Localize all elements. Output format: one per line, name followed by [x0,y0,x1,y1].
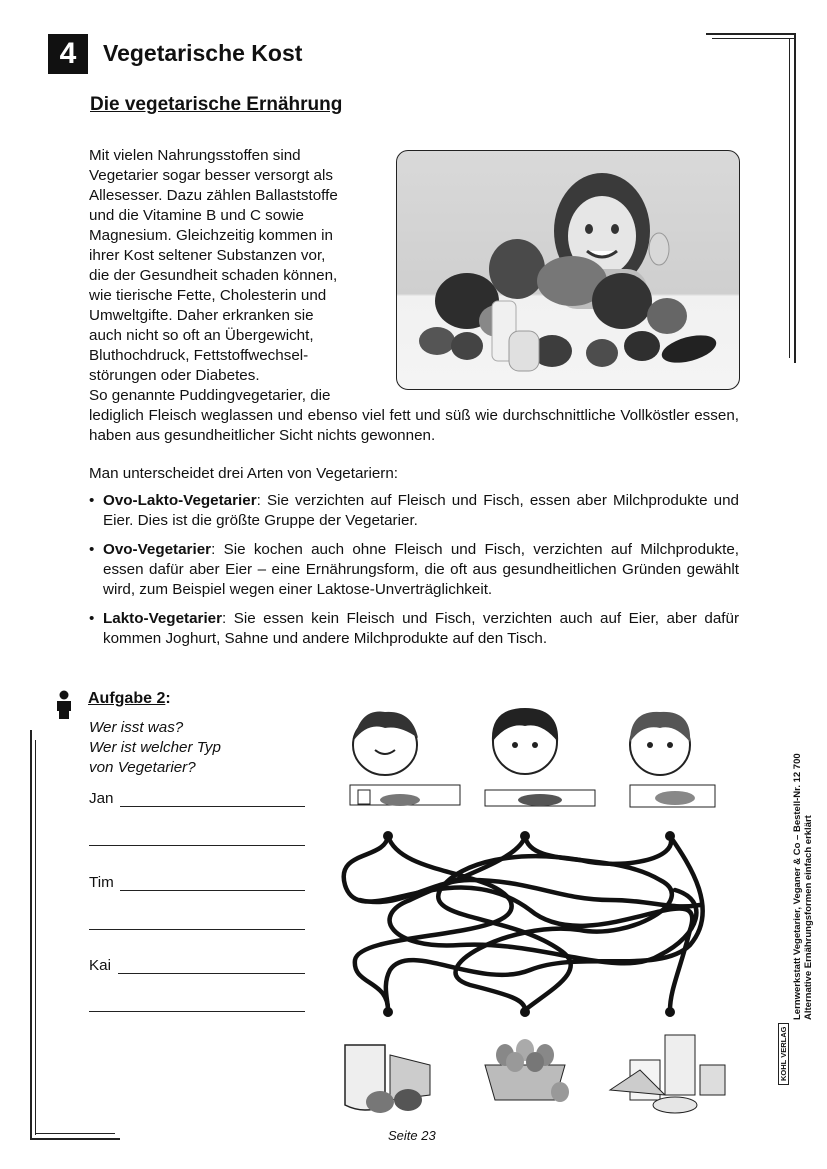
corner-bracket-top [706,33,796,35]
intro-line: Magnesium. Gleichzeitig kommen in [89,227,333,244]
side-imprint [792,753,814,1020]
intro-line: wie tierische Fette, Cholesterin und [89,287,327,304]
section-title: Die vegetarische Ernährung [90,94,343,115]
corner-bracket-bottom-inner [35,1133,115,1134]
intro-line: Vegetarier sogar besser versorgt als [89,167,333,184]
task-title-colon: : [165,690,171,707]
publisher-logo: KOHL VERLAG [778,1023,789,1085]
maze-lines [344,836,703,1010]
answer-line[interactable] [120,890,305,891]
bullet: • [89,492,95,509]
chapter-number: 4 [59,37,77,70]
corner-bracket-right [794,33,796,363]
type-description: : Sie essen kein Fleisch und Fisch, verzichten auch auf Eier, aber dafür kommen Joghurt, Sahne und andere Milchprodukte auf den Tisch. [103,610,739,647]
type-term: Lakto-Vegetarier [103,610,223,627]
list-item [89,609,739,649]
task-title [88,690,171,708]
intro-line: auch nicht so oft an Übergewicht, [89,327,314,344]
task-title-text: Aufgabe 2 [88,690,166,707]
question-line: Wer ist welcher Typ [89,739,221,756]
type-description: : Sie kochen auch ohne Fleisch und Fisch, verzichten auf Milchprodukte, essen dafür aber Eier – eine Ernährungsform, die oft aus gesundheitlichen Gründen gewählt wird, zum Beispiel wegen einer Laktose-Unverträglichkeit. [103,541,739,598]
side-imprint-line2: Alternative Ernährungsformen einfach erklärt [803,815,814,1020]
side-imprint-line1: Lernwerkstatt Vegetarier, Veganer & Co – Bestell-Nr. 12 700 [792,753,803,1020]
child-eating-3-icon [630,712,715,807]
corner-bracket-top-inner [712,38,794,39]
intro-line: ihrer Kost seltener Substanzen vor, [89,247,326,264]
intro-line: Mit vielen Nahrungsstoffen sind [89,147,301,164]
corner-bracket-right-inner [789,38,790,358]
person-icon [54,690,74,720]
milk-and-eggs-icon [345,1045,430,1113]
egg-basket-icon [485,1039,569,1102]
maze-illustration [330,700,740,1125]
types-intro: Man unterscheidet drei Arten von Vegetariern: [89,465,398,482]
dairy-products-icon [610,1035,725,1113]
vegetarian-types-list [89,491,739,658]
corner-bracket-bottom [30,1138,120,1140]
type-term: Ovo-Vegetarier [103,541,212,558]
list-item [89,540,739,600]
child-eating-1-icon [350,712,460,806]
answer-line[interactable] [89,1011,305,1012]
page-number: Seite 23 [388,1128,436,1143]
intro-text-wide: lediglich Fleisch weglassen und ebenso viel fett und süß wie durchschnittliche Vollköstler essen, haben aus gesundheitlicher Sicht nichts gewonnen. [89,407,739,444]
intro-text-narrow [89,146,379,406]
corner-bracket-left [30,730,32,1140]
intro-line: Bluthochdruck, Fettstoffwechsel- [89,347,309,364]
type-term: Ovo-Lakto-Vegetarier [103,492,257,509]
answer-line[interactable] [120,806,305,807]
intro-line: So genannte Puddingvegetarier, die [89,387,331,404]
corner-bracket-left-inner [35,740,36,1135]
intro-line: und die Vitamine B und C sowie [89,207,305,224]
photo-illustration [397,151,739,389]
task-question [89,718,309,778]
answer-line[interactable] [89,845,305,846]
name-label-kai: Kai [89,957,111,974]
intro-line: die der Gesundheit schaden können, [89,267,338,284]
child-eating-2-icon [485,708,595,806]
answer-line[interactable] [89,929,305,930]
list-item [89,491,739,531]
intro-line: Umweltgifte. Daher erkranken sie [89,307,314,324]
chapter-number-box [48,34,88,74]
intro-line: störungen oder Diabetes. [89,367,260,384]
bullet: • [89,541,95,558]
type-description: : Sie verzichten auf Fleisch und Fisch, essen aber Milchprodukte und Eier. Dies ist die größte Gruppe der Vegetarier. [103,492,739,529]
question-line: Wer isst was? [89,719,184,736]
name-label-tim: Tim [89,874,114,891]
intro-line: Allesesser. Dazu zählen Ballaststoffe [89,187,338,204]
bullet: • [89,610,95,627]
question-line: von Vegetarier? [89,759,196,776]
answer-line[interactable] [118,973,305,974]
photo-girl-vegetables [396,150,740,390]
chapter-title: Vegetarische Kost [103,40,303,66]
name-label-jan: Jan [89,790,114,807]
